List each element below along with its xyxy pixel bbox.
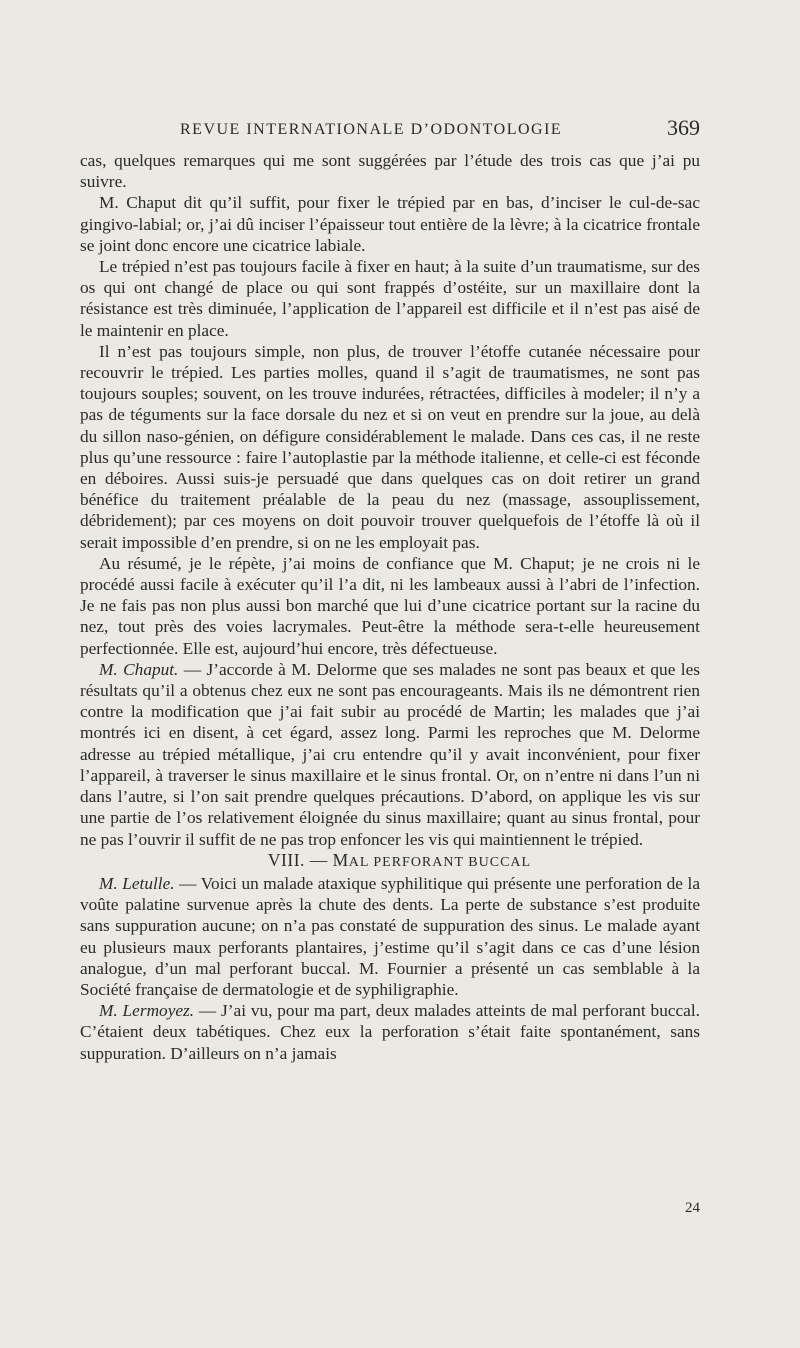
page-number: 369 [667, 115, 700, 140]
paragraph: cas, quelques remarques qui me sont suggérées par l’étude des trois cas que j’ai pu suivre. [80, 151, 700, 192]
section-number: VIII. — M [267, 849, 349, 870]
paragraph-letulle [80, 873, 700, 1000]
speech-text: — Voici un malade ataxique syphilitique qui présente une perforation de la voûte palatine survenue après la chute des dents. La perte de substance s’est produite sans suppuration aucune; on n’a pas constaté de suppuration des sinus. Le malade ayant eu plusieurs maux perforants plantaires, j’estime qu’il s’agit dans ce cas d’une lésion analogue, d’un mal perforant buccal. M. Fournier a présenté un cas semblable à la Société française de dermatologie et de syphiligraphie. [80, 873, 701, 999]
paragraph: M. Chaput dit qu’il suffit, pour fixer le trépied par en bas, d’inciser le cul-de-sac gingivo-labial; or, j’ai dû inciser l’épaisseur tout entière de la lèvre; à la cicatrice frontale se joint donc encore une cicatrice labiale. [80, 193, 700, 255]
speech-text: — J’accorde à M. Delorme que ses malades ne sont pas beaux et que les résultats qu’il a obtenus chez eux ne sont pas encourageants. Mais ils ne démontrent rien contre la modification que j’ai fait subir au procédé de Martin; les malades que j’ai montrés ici en disent, à cet égard, assez long. Parmi les reproches que M. Delorme adresse au trépied métallique, j’ai cru entendre qu’il y avait inconvénient, pour fixer l’appareil, à traverser le sinus maxillaire et le sinus frontal. Or, on n’entre ni dans l’un ni dans l’autre, si l’on sait prendre quelques précautions. D’abord, on applique les vis sur une partie de l’os relativement éloignée du sinus maxillaire; quant au sinus frontal, pour ne pas l’ouvrir il suffit de ne pas trop enfoncer les vis qui maintiennent le trépied. [80, 659, 701, 849]
paragraph: Il n’est pas toujours simple, non plus, de trouver l’étoffe cutanée nécessaire pour recouvrir le trépied. Les parties molles, quand il s’agit de traumatismes, ne sont pas toujours souples; souvent, on les trouve indurées, rétractées, difficiles à modeler; il n’y a pas de téguments sur la face dorsale du nez et si on veut en prendre sur la joue, au delà du sillon naso-génien, on défigure considérablement le malade. Dans ces cas, il ne reste plus qu’une ressource : faire l’autoplastie par la méthode italienne, et celle-ci est féconde en déboires. Aussi suis-je persuadé que dans quelques cas on doit retirer un grand bénéfice du traitement préalable de la peau du nez (massage, assouplissement, débridement); par ces moyens on doit pouvoir trouver quelquefois de l’étoffe là où il serait impossible d’en prendre, si on ne les employait pas. [80, 341, 700, 552]
paragraph-lermoyez [80, 1000, 700, 1064]
paragraph-chaput [80, 659, 700, 850]
page-header [80, 115, 700, 145]
section-title: AL PERFORANT BUCCAL [348, 854, 532, 870]
speech-text: — J’ai vu, pour ma part, deux malades atteints de mal perforant buccal. C’étaient deux tabétiques. Chez eux la perforation s’était faite spontanément, sans suppuration. D’ailleurs on n’a jamais [80, 1001, 700, 1063]
speaker-name: M. Letulle. [99, 873, 175, 893]
signature-mark: 24 [685, 1200, 700, 1216]
paragraph: Au résumé, je le répète, j’ai moins de confiance que M. Chaput; je ne crois ni le procédé aussi facile à exécuter qu’il l’a dit, ni les lambeaux aussi à l’abri de l’infection. Je ne fais pas non plus aussi bon marché que lui d’une cicatrice portant sur la racine du nez, tout près des voies lacrymales. Peut-être la méthode sera-t-elle heureusement perfectionnée. Elle est, aujourd’hui encore, très défectueuse. [80, 553, 700, 658]
paragraph: Le trépied n’est pas toujours facile à fixer en haut; à la suite d’un traumatisme, sur des os qui ont changé de place ou qui sont frappés d’ostéite, sur un maxillaire dont la résistance est très diminuée, l’application de l’appareil est difficile et il n’est pas aisé de le maintenir en place. [80, 257, 700, 340]
section-heading [80, 850, 700, 873]
running-title: REVUE INTERNATIONALE D’ODONTOLOGIE [180, 121, 563, 138]
speaker-name: M. Chaput. [99, 659, 179, 679]
body-text [80, 150, 700, 1064]
speaker-name: M. Lermoyez. [99, 1001, 195, 1021]
